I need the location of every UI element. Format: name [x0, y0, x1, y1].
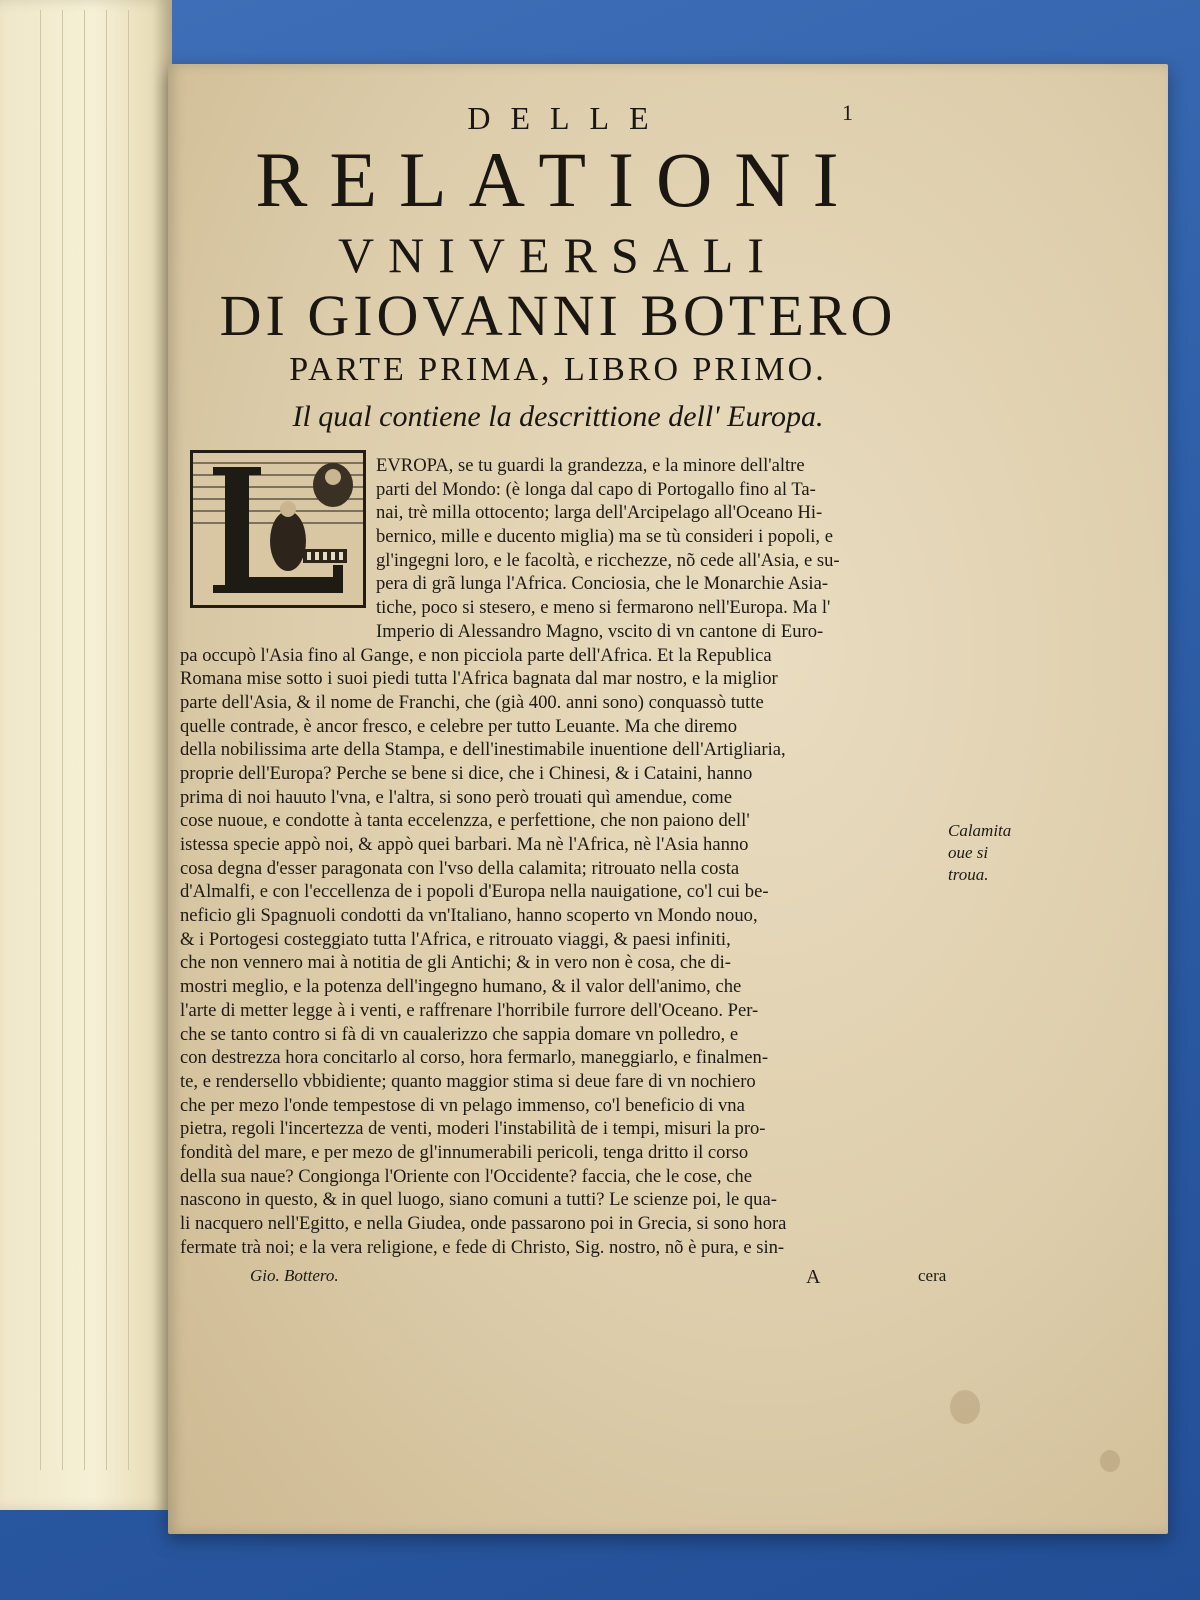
text-line: che per mezo l'onde tempestose di vn pelago immenso, co'l beneficio di vna	[180, 1094, 745, 1116]
text-line: li nacquero nell'Egitto, e nella Giudea, onde passarono poi in Grecia, si sono hora	[180, 1213, 787, 1234]
text-line: d'Almalfi, e con l'eccellenza de i popoli d'Europa nella nauigatione, co'l cui be-	[180, 881, 769, 903]
text-line: Romana mise sotto i suoi piedi tutta l'Africa bagnata dal mar nostro, e la miglior	[180, 668, 778, 690]
text-line: nascono in questo, & in quel luogo, siano comuni a tutti? Le scienze poi, le qua-	[180, 1189, 777, 1211]
text-line: tiche, poco si stesero, e meno si fermarono nell'Europa. Ma l'	[376, 597, 831, 619]
facing-page-left	[0, 0, 172, 1510]
text-line: parte dell'Asia, & il nome de Franchi, che (già 400. anni sono) conquassò tutte	[180, 691, 764, 713]
text-line: gl'ingegni loro, e le facoltà, e ricchezze, nõ cede all'Asia, e su-	[376, 549, 840, 571]
paper-stain	[950, 1390, 980, 1424]
signature-mark: A	[806, 1266, 821, 1288]
text-line: fondità del mare, e per mezo de gl'innumerabili pericoli, tenga dritto il corso	[180, 1141, 749, 1163]
text-line: pa occupò l'Asia fino al Gange, e non picciola parte dell'Africa. Et la Republica	[180, 644, 772, 666]
text-line: istessa specie appò noi, & appò quei barbari. Ma nè l'Africa, nè l'Asia hanno	[180, 834, 749, 855]
body-text	[180, 454, 955, 1259]
subtitle: Il qual contiene la descrittione dell' Europa.	[292, 400, 824, 433]
text-line: proprie dell'Europa? Perche se bene si dice, che i Chinesi, & i Cataini, hanno	[180, 762, 753, 784]
text-line: che non vennero mai à notitia de gli Antichi; & in vero non è cosa, che di-	[180, 952, 731, 974]
text-line: EVROPA, se tu guardi la grandezza, e la minore dell'altre	[376, 455, 805, 476]
text-line: della sua naue? Congionga l'Oriente con l'Occidente? faccia, che le cose, che	[180, 1165, 752, 1187]
text-line: pera di grã lunga l'Africa. Conciosia, che le Monarchie Asia-	[376, 573, 829, 595]
text-line: neficio gli Spagnuoli condotti da vn'Italiano, hanno scoperto vn Mondo nouo,	[180, 905, 758, 927]
text-line: che se tanto contro si fà di vn caualerizzo che sappia domare vn polledro, e	[180, 1023, 739, 1045]
signature-author: Gio. Bottero.	[250, 1266, 339, 1285]
paper-stain	[1100, 1450, 1120, 1472]
text-line: quelle contrade, è ancor fresco, e celebre per tutto Leuante. Ma che diremo	[180, 715, 738, 737]
text-line: mostri meglio, e la potenza dell'ingegno humano, & il valor dell'animo, che	[180, 976, 742, 998]
title-line-part: PARTE PRIMA, LIBRO PRIMO.	[289, 351, 827, 388]
marginal-note: Calamita oue si troua.	[948, 821, 1012, 884]
text-line: nai, trè milla ottocento; larga dell'Arcipelago all'Oceano Hi-	[376, 502, 823, 524]
title-line-delle: DELLE	[467, 100, 669, 136]
text-line: prima di noi hauuto l'vna, e l'altra, si sono però trouati quì amendue, come	[180, 786, 732, 808]
text-line: bernico, mille e ducento miglia) ma se tù consideri i popoli, e	[376, 526, 833, 548]
text-line: pietra, regoli l'incertezza de venti, moderi l'instabilità de i tempi, misuri la pro-	[180, 1118, 766, 1140]
title-line-relationi: RELATIONI	[255, 136, 861, 223]
title-line-author: DI GIOVANNI BOTERO	[219, 283, 897, 348]
text-line: parti del Mondo: (è longa dal capo di Portogallo fino al Ta-	[376, 478, 816, 500]
title-line-vniversali: VNIVERSALI	[338, 227, 778, 283]
page-number: 1	[842, 100, 853, 125]
text-line: l'arte di metter legge à i venti, e raffrenare l'horribile furrore dell'Oceano. Per-	[180, 999, 759, 1021]
catchword: cera	[918, 1266, 947, 1285]
title-block	[168, 100, 948, 437]
text-line: cose nuoue, e condotte à tanta eccelenzza, e perfettione, che non paiono dell'	[180, 810, 750, 832]
text-line: te, e rendersello vbbidiente; quanto maggior stima si deue fare di vn nochiero	[180, 1070, 756, 1092]
text-line: Imperio di Alessandro Magno, vscito di vn cantone di Euro-	[376, 620, 824, 642]
text-line: & i Portogesi costeggiato tutta l'Africa, e ritrouato viaggi, & paesi infiniti,	[180, 928, 731, 950]
text-line: fermate trà noi; e la vera religione, e fede di Christo, Sig. nostro, nõ è pura, e sin-	[180, 1236, 785, 1258]
text-line: cosa degna d'esser paragonata con l'vso della calamita; ritrouato nella costa	[180, 857, 740, 879]
text-line: della nobilissima arte della Stampa, e dell'inestimabile inuentione dell'Artigliaria,	[180, 739, 786, 761]
text-line: con destrezza hora concitarlo al corso, hora fermarlo, maneggiarlo, e finalmen-	[180, 1047, 769, 1069]
